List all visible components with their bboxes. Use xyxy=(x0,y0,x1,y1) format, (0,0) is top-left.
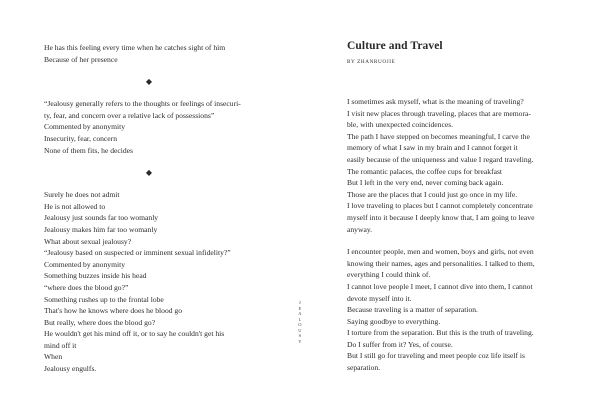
poem-line: Insecurity, fear, concern xyxy=(44,133,117,143)
poem-line: Because of her presence xyxy=(44,54,118,64)
body-line: I cannot love people I meet, I cannot dive into them, I cannot xyxy=(347,281,533,291)
folio-letter: A xyxy=(298,311,302,316)
poem-line: Jealousy makes him far too womanly xyxy=(44,224,158,234)
poem-line: mind off it xyxy=(44,340,77,350)
poem-line: None of them fits, he decides xyxy=(44,145,133,155)
body-line: anyway. xyxy=(347,224,373,234)
poem-line: What about sexual jealousy? xyxy=(44,236,132,246)
body-line: I love traveling to places but I cannot completely concentrate xyxy=(347,201,533,211)
body-line: ble, with unexpected coincidences. xyxy=(347,120,454,130)
folio-letter: U xyxy=(298,327,302,333)
poem-line: When xyxy=(44,352,63,362)
poem-line: “Jealousy generally refers to the thoughts or feelings of insecuri- xyxy=(44,99,241,109)
poem-line: “where does the blood go?” xyxy=(44,282,129,292)
article-body xyxy=(347,96,587,374)
paragraph-2 xyxy=(347,246,587,374)
body-line: The path I have stepped on becomes meaningful, I carve the xyxy=(347,131,530,141)
diamond-ornament-icon: ◆ xyxy=(145,168,153,178)
body-line: I encounter people, men and women, boys and girls, not even xyxy=(347,247,534,257)
poem-stanza-1 xyxy=(44,42,284,65)
body-line: separation. xyxy=(347,363,381,373)
poem-stanza-3 xyxy=(44,189,284,375)
body-line: I sometimes ask myself, what is the meaning of traveling? xyxy=(347,97,524,106)
poem-line: He is not allowed to xyxy=(44,201,106,211)
folio-letter: Y xyxy=(298,338,302,344)
body-line: easily because of the uniqueness and value I regard traveling. xyxy=(347,154,534,164)
poem-line: ty, fear, and concern over a relative lack of possessions” xyxy=(44,110,215,120)
poem-line: “Jealousy based on suspected or imminent sexual infidelity?” xyxy=(44,248,231,258)
poem-stanza-2 xyxy=(44,98,284,156)
poem-line: He wouldn't get his mind off it, or to say he couldn't get his xyxy=(44,329,225,339)
body-line: Those are the places that I could just go once in my life. xyxy=(347,189,518,199)
body-line: Because traveling is a matter of separation. xyxy=(347,305,478,315)
body-line: memory of what I saw in my brain and I cannot forget it xyxy=(347,143,518,153)
body-line: Do I suffer from it? Yes, of course. xyxy=(347,339,453,349)
folio-letter: S xyxy=(298,333,302,338)
body-line: But I still go for traveling and meet people coz life itself is xyxy=(347,351,525,361)
folio-letter: O xyxy=(298,322,302,327)
body-line: devote myself into it. xyxy=(347,293,412,303)
poem-line: Something rushes up to the frontal lobe xyxy=(44,294,164,304)
folio-letter: J xyxy=(299,300,301,305)
poem-line: Jealousy engulfs. xyxy=(44,364,97,374)
folio-letter: E xyxy=(298,305,302,311)
body-line: The romantic palaces, the coffee cups for breakfast xyxy=(347,166,503,176)
poem-line: Commented by anonymity xyxy=(44,259,125,269)
right-page xyxy=(300,0,600,420)
body-line: myself into it because I deeply know that, I am going to leave xyxy=(347,212,535,222)
poem-jealousy xyxy=(44,42,284,375)
folio-letter: L xyxy=(298,316,302,322)
body-line: But I left in the very end, never coming back again. xyxy=(347,178,504,188)
poem-line: Something buzzes inside his head xyxy=(44,271,147,281)
poem-line: Jealousy just sounds far too womanly xyxy=(44,213,159,223)
poem-line: That's how he knows where does he blood go xyxy=(44,306,183,316)
body-line: I torture from the separation. But this is the truth of traveling. xyxy=(347,328,534,338)
paragraph-1 xyxy=(347,96,587,235)
poem-line: Commented by anonymity xyxy=(44,122,125,132)
body-line: knowing their names, ages and personalities. I talked to them, xyxy=(347,258,535,268)
body-line: Saying goodbye to everything. xyxy=(347,316,441,326)
poem-line: He has this feeling every time when he catches sight of him xyxy=(44,43,226,52)
poem-line: But really, where does the blood go? xyxy=(44,317,156,327)
body-line: I visit new places through traveling, places that are memora- xyxy=(347,108,531,118)
article-title: Culture and Travel xyxy=(347,40,443,52)
diamond-ornament-icon: ◆ xyxy=(145,77,153,87)
article-byline: BY ZHANRUOJIE xyxy=(347,59,396,65)
poem-line: Surely he does not admit xyxy=(44,190,120,200)
body-line: everything I could think of. xyxy=(347,270,431,280)
